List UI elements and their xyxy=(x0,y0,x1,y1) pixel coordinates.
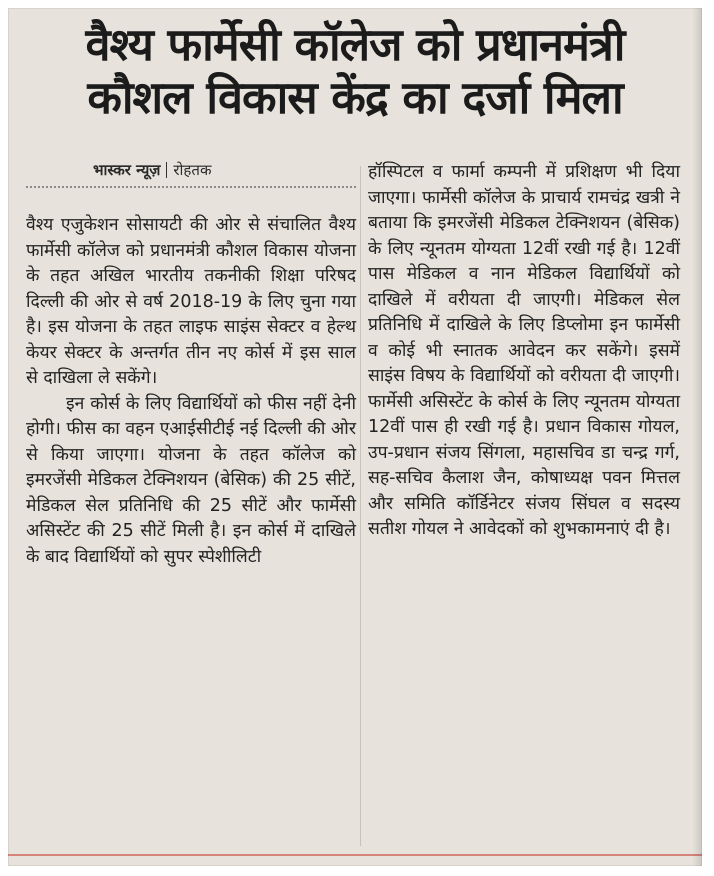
column-divider xyxy=(360,166,361,846)
edge-shadow xyxy=(692,8,702,866)
article-paragraph: इन कोर्स के लिए विद्यार्थियों को फीस नहीं देनी होगी। फीस का वहन एआईसीटीई नई दिल्ली की ओर से किया जाएगा। योजना के तहत कॉलेज को इमरजेंसी मेडिकल टेक्निशयन (बेसिक) की 25 सीटें, मेडिकल सेल प्रतिनिधि की 25 सीटें और फार्मेसी असिस्टेंट की 25 सीटें मिली है। इन कोर्स में दाखिले के बाद विद्यार्थियों को सुपर स्पेशीलिटी xyxy=(26,393,356,567)
byline-city: रोहतक xyxy=(173,161,212,179)
headline xyxy=(8,18,702,124)
article-column-right xyxy=(368,160,680,543)
dotted-divider xyxy=(26,186,356,188)
headline-line-2: कौशल विकास केंद्र का दर्जा मिला xyxy=(87,71,623,124)
newspaper-clipping xyxy=(8,8,702,866)
byline xyxy=(93,160,211,180)
headline-line-1: वैश्य फार्मेसी कॉलेज को प्रधानमंत्री xyxy=(85,18,625,71)
article-paragraph: वैश्य एजुकेशन सोसायटी की ओर से संचालित वैश्य फार्मेसी कॉलेज को प्रधानमंत्री कौशल विकास योजना के तहत अखिल भारतीय तकनीकी शिक्षा परिषद दिल्ली की ओर से वर्ष 2018-19 के लिए चुना गया है। इस योजना के तहत लाइफ साइंस सेक्टर व हेल्थ केयर सेक्टर के अन्तर्गत तीन नए कोर्स में इस साल से दाखिला ले सकेंगे। xyxy=(26,215,356,388)
bottom-rule xyxy=(8,854,702,856)
article-column-left xyxy=(26,213,356,570)
byline-separator xyxy=(166,162,167,178)
article-paragraph: हॉस्पिटल व फार्मा कम्पनी में प्रशिक्षण भी दिया जाएगा। फार्मेसी कॉलेज के प्राचार्य रामचंद्र खत्री ने बताया कि इमरजेंसी मेडिकल टेक्निशयन (बेसिक) के लिए न्यूनतम योग्यता 12वीं रखी गई है। 12वीं पास मेडिकल व नान मेडिकल विद्यार्थियों को दाखिले में वरीयता दी जाएगी। मेडिकल सेल प्रतिनिधि में दाखिले के लिए डिप्लोमा इन फार्मेसी व कोई भी स्नातक आवेदन कर सकेंगे। इसमें साइंस विषय के विद्यार्थियों को वरीयता दी जाएगी। फार्मेसी असिस्टेंट के कोर्स के लिए न्यूनतम योग्यता 12वीं पास ही रखी गई है। प्रधान विकास गोयल, उप-प्रधान संजय सिंगला, महासचिव डा चन्द्र गर्ग, सह-सचिव कैलाश जैन, कोषाध्यक्ष पवन मित्तल और समिति कॉर्डिनेटर संजय सिंघल व सदस्य सतीश गोयल ने आवेदकों को शुभकामनाएं दी है। xyxy=(368,162,680,539)
byline-source: भास्कर न्यूज़ xyxy=(93,161,161,179)
